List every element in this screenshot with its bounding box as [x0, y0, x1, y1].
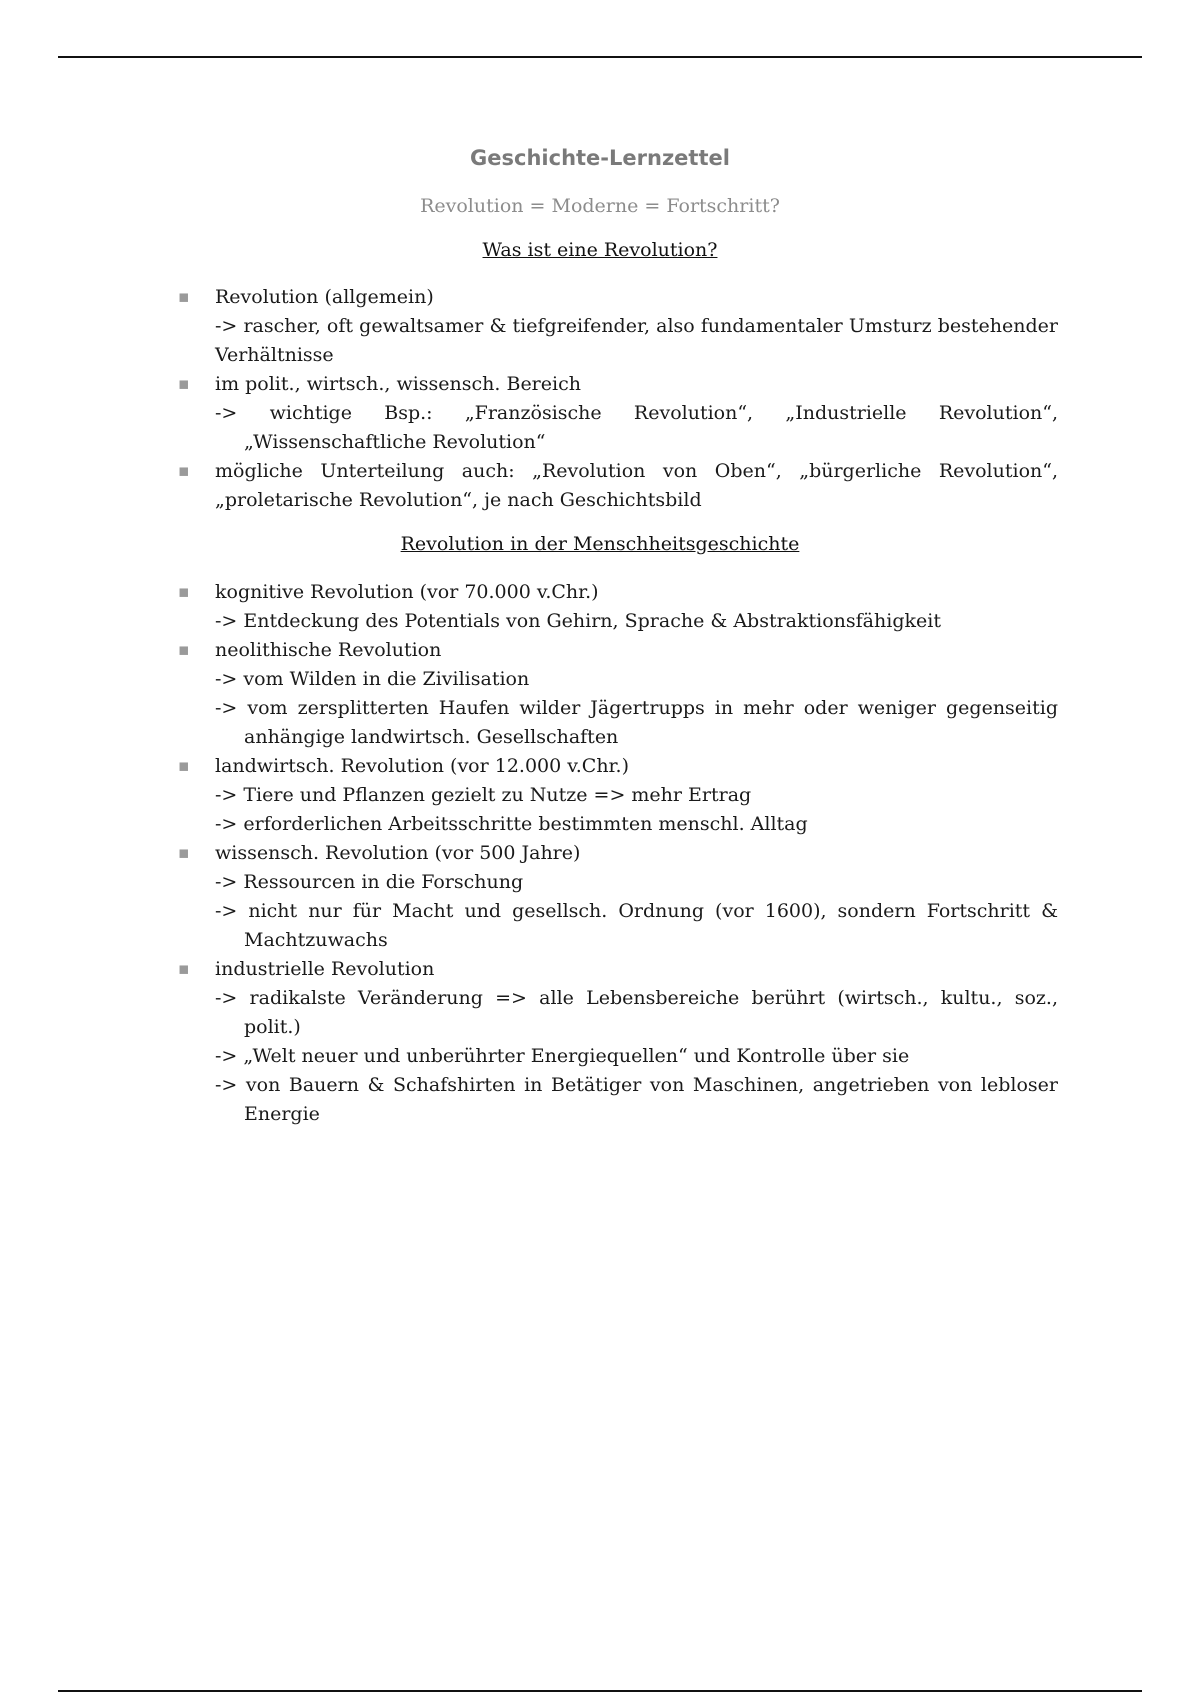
- bullet-icon: ▪: [178, 287, 190, 307]
- document-title: Geschichte-Lernzettel: [470, 146, 730, 170]
- bullet-icon: ▪: [178, 640, 190, 660]
- list-item: [178, 578, 1058, 636]
- bullet-icon: ▪: [178, 582, 190, 602]
- bullet-icon: ▪: [178, 756, 190, 776]
- list-item-label: kognitive Revolution (vor 70.000 v.Chr.): [215, 581, 599, 603]
- list-item: [178, 752, 1058, 839]
- list-item: [178, 370, 1058, 457]
- bullet-icon: ▪: [178, 374, 190, 394]
- bullet-icon: ▪: [178, 959, 190, 979]
- list-item-subline: -> Ressourcen in die Forschung: [215, 871, 524, 893]
- list-item-label: Revolution (allgemein): [215, 286, 434, 308]
- list-item-subline: -> vom zersplitterten Haufen wilder Jägertrupps in mehr oder weniger gegenseitig anhängige landwirtsch. Gesellschaften: [215, 697, 1058, 748]
- bottom-rule: [58, 1690, 1142, 1692]
- list-item-subline: -> erforderlichen Arbeitsschritte bestimmten menschl. Alltag: [215, 813, 808, 835]
- list-item-subline: -> „Welt neuer und unberührter Energiequellen“ und Kontrolle über sie: [215, 1045, 910, 1067]
- list-item-subline: -> Entdeckung des Potentials von Gehirn, Sprache & Abstraktionsfähigkeit: [215, 610, 941, 632]
- list-item-subline: -> vom Wilden in die Zivilisation: [215, 668, 530, 690]
- list-item-label: industrielle Revolution: [215, 958, 435, 980]
- list-item-label: landwirtsch. Revolution (vor 12.000 v.Chr.): [215, 755, 630, 777]
- list-item-subline: -> wichtige Bsp.: „Französische Revolution“, „Industrielle Revolution“, „Wissenschaftliche Revolution“: [215, 402, 1058, 453]
- list-item-subline: -> Tiere und Pflanzen gezielt zu Nutze => mehr Ertrag: [215, 784, 752, 806]
- list-item-label: wissensch. Revolution (vor 500 Jahre): [215, 842, 581, 864]
- document-subtitle: Revolution = Moderne = Fortschritt?: [420, 195, 780, 217]
- section-list-history: [178, 578, 1058, 1129]
- list-item-subline: -> rascher, oft gewaltsamer & tiefgreifender, also fundamentaler Umsturz bestehender Verhältnisse: [215, 315, 1058, 366]
- section-list-definition: [178, 283, 1058, 515]
- list-item-subline: -> von Bauern & Schafshirten in Betätiger von Maschinen, angetrieben von lebloser Energie: [215, 1074, 1058, 1125]
- list-item: [178, 839, 1058, 955]
- list-item: [178, 457, 1058, 515]
- list-item-subline: -> nicht nur für Macht und gesellsch. Ordnung (vor 1600), sondern Fortschritt & Machtzuwachs: [215, 900, 1058, 951]
- list-item: [178, 636, 1058, 752]
- bullet-icon: ▪: [178, 843, 190, 863]
- list-item-label: neolithische Revolution: [215, 639, 442, 661]
- bullet-icon: ▪: [178, 461, 190, 481]
- list-item: [178, 955, 1058, 1129]
- top-rule: [58, 56, 1142, 58]
- list-item-subline: -> radikalste Veränderung => alle Lebensbereiche berührt (wirtsch., kultu., soz., polit.): [215, 987, 1058, 1038]
- list-item: [178, 283, 1058, 370]
- section-heading-revolution-definition: Was ist eine Revolution?: [482, 239, 718, 261]
- list-item-label: mögliche Unterteilung auch: „Revolution von Oben“, „bürgerliche Revolution“, „proletarische Revolution“, je nach Geschichtsbild: [215, 460, 1058, 511]
- section-heading-history: Revolution in der Menschheitsgeschichte: [400, 533, 800, 555]
- list-item-label: im polit., wirtsch., wissensch. Bereich: [215, 373, 581, 395]
